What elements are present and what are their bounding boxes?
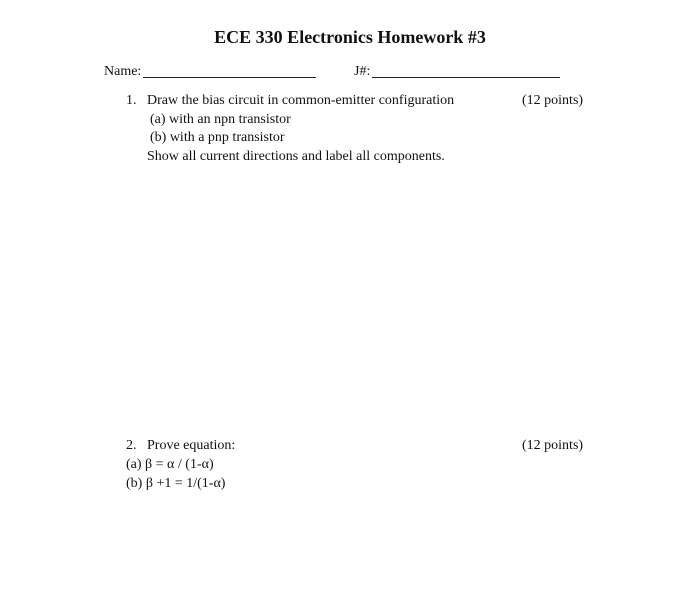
question-2-points: (12 points) (522, 438, 584, 453)
question-2-number: 2. (126, 438, 137, 453)
question-2-text: Prove equation: (147, 438, 236, 453)
name-field[interactable] (143, 77, 316, 78)
name-label: Name: (104, 64, 142, 79)
question-2-part-a: (a) β = α / (1-α) (126, 457, 214, 472)
question-1-points: (12 points) (522, 93, 584, 108)
page-title: ECE 330 Electronics Homework #3 (214, 27, 486, 47)
question-2-part-b: (b) β +1 = 1/(1-α) (126, 476, 226, 491)
question-1-text: Draw the bias circuit in common-emitter configuration (147, 93, 455, 108)
question-1-number: 1. (126, 93, 137, 108)
question-1-note: Show all current directions and label all components. (147, 149, 445, 164)
question-1-part-b: (b) with a pnp transistor (150, 130, 285, 145)
question-1-part-a: (a) with an npn transistor (150, 112, 291, 127)
jnum-label: J#: (354, 64, 371, 79)
jnum-field[interactable] (372, 77, 560, 78)
